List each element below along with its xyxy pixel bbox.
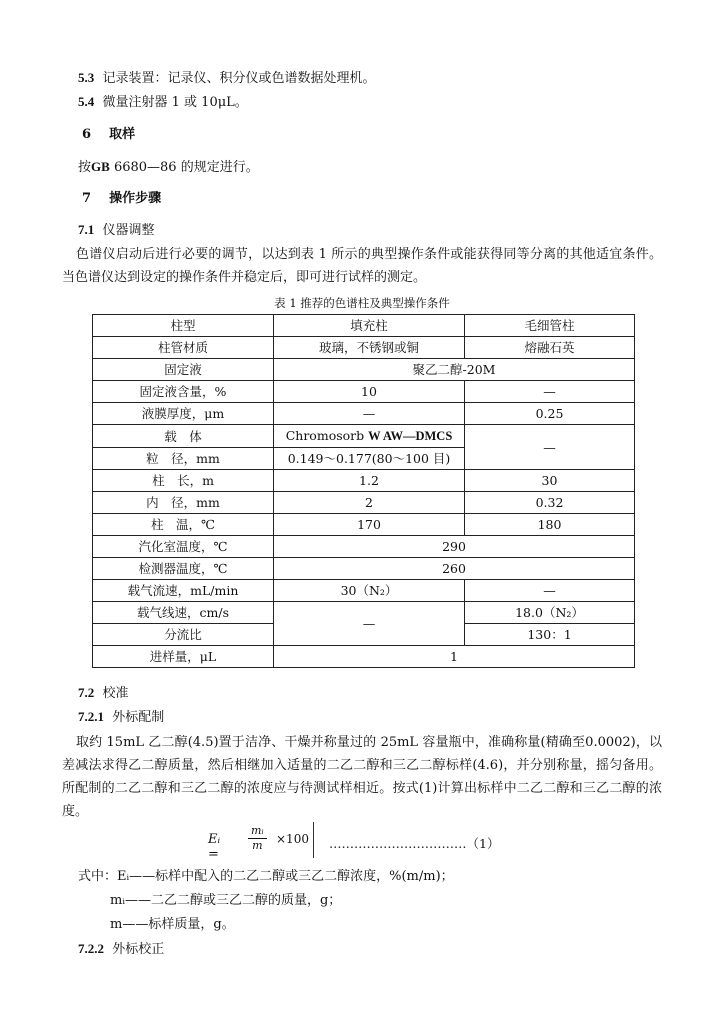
heading-title: 取样 [109,127,136,142]
section-number: 5.4 [78,94,95,109]
table-cell: — [274,403,465,425]
table-cell: — [465,381,635,403]
formula-multiplier: ×100 [276,832,309,846]
table-row [93,381,635,403]
table-row [93,425,635,448]
table-row [93,580,635,602]
formula-number: （1） [466,836,500,851]
section-text: 记录装置：记录仪、积分仪或色谱数据处理机。 [102,71,376,86]
heading-number: 7 [82,191,92,206]
support-grade: W AW—DMCS [368,429,453,443]
table-row [93,602,635,624]
table-cell: 熔融石英 [465,337,635,359]
table-cell: 液膜厚度，μm [93,403,274,425]
heading-title: 操作步骤 [109,191,162,206]
formula-numerator: mᵢ [248,824,267,839]
formula-divider [313,822,314,858]
table-cell: 粒 径，mm [93,448,274,470]
section-7-1 [78,221,155,240]
table-cell: 分流比 [93,624,274,646]
table-cell: 柱 温，℃ [93,514,274,536]
table-cell: 进样量，μL [93,646,274,668]
heading-7 [82,190,161,208]
leader-dots: …………………………… [329,836,467,851]
section-title: 校准 [102,686,129,701]
formula-denominator: m [252,839,263,852]
table-cell: — [465,425,635,470]
table-cell: 汽化室温度，℃ [93,536,274,558]
table-row [93,337,635,359]
table-cell: 2 [274,492,465,514]
table-row [93,470,635,492]
table-cell: 260 [274,558,635,580]
table-row [93,514,635,536]
section-5-4 [78,93,248,112]
table-cell: 固定液 [93,359,274,381]
section-7-2-1 [78,708,164,727]
body-post: 6680—86 的规定进行。 [109,160,259,175]
table-cell: 载 体 [93,425,274,448]
section-number: 7.2 [78,685,95,700]
table-row [93,359,635,381]
table-cell: 柱 长，m [93,470,274,492]
section-7-2 [78,684,129,703]
table-cell: 柱管材质 [93,337,274,359]
table-cell: 内 径，mm [93,492,274,514]
table-cell: 290 [274,536,635,558]
body-pre: 按 [78,160,92,175]
table-cell: 180 [465,514,635,536]
where-line-2: mᵢ——二乙二醇或三乙二醇的质量，g； [110,893,342,908]
table-cell: 毛细管柱 [465,315,635,337]
table-cell: 载气流速，mL/min [93,580,274,602]
table-cell: 30 [465,470,635,492]
formula-leader [329,834,499,852]
where-line-1: 式中：Eᵢ——标样中配入的二乙二醇或三乙二醇浓度，%(m/m)； [78,869,454,884]
table-row [93,536,635,558]
table-cell: 柱型 [93,315,274,337]
section-title: 外标配制 [112,710,165,725]
table-cell: 填充柱 [274,315,465,337]
section-6-body [78,158,259,177]
table-cell: — [465,580,635,602]
table-cell: 1 [274,646,635,668]
section-7-1-body: 色谱仪启动后进行必要的调节，以达到表 1 所示的典型操作条件或能获得同等分离的其他适宜条件。当色谱仪达到设定的操作条件并稳定后，即可进行试样的测定。 [62,247,662,285]
table-cell: 10 [274,381,465,403]
section-title: 外标校正 [112,942,165,957]
section-7-2-1-body: 取约 15mL 乙二醇(4.5)置于洁净、干燥并称量过的 25mL 容量瓶中，准确称量(精确至0.0002)，以差减法求得乙二醇质量，然后相继加入适量的二乙二醇和三乙二醇标样(4.6)，并分别称量，摇匀备用。所配制的二乙二醇和三乙二醇的浓度应与待测试样相近。按式(1)计算出标样中二乙二醇和三乙二醇的浓度。 [62,735,662,819]
table-cell: 18.0（N₂） [465,602,635,624]
table-cell: 0.32 [465,492,635,514]
formula-lhs: Eᵢ = [208,832,221,862]
table-row [93,492,635,514]
section-5-3 [78,69,376,88]
section-number: 7.2.1 [78,709,104,724]
table-row [93,646,635,668]
section-7-2-2 [78,940,164,959]
section-number: 5.3 [78,70,95,85]
conditions-table [92,314,635,668]
where-line-3: m——标样质量，g。 [110,917,235,932]
table-cell: 聚乙二醇-20M [274,359,635,381]
section-title: 仪器调整 [102,223,155,238]
standard-code: GB [91,159,110,174]
table-cell: — [274,602,465,646]
table-row [93,315,635,337]
section-number: 7.1 [78,222,95,237]
table-cell: 载气线速，cm/s [93,602,274,624]
table-cell: 检测器温度，℃ [93,558,274,580]
table-cell: 130：1 [465,624,635,646]
table-cell: 玻璃，不锈钢或铜 [274,337,465,359]
table-row [93,558,635,580]
table-cell [274,425,465,448]
table-cell: 30（N₂） [274,580,465,602]
section-text: 微量注射器 1 或 10μL。 [102,95,248,110]
heading-number: 6 [82,127,92,142]
table-cell: 1.2 [274,470,465,492]
table-caption: 表 1 推荐的色谱柱及典型操作条件 [274,296,450,310]
heading-6 [82,126,135,144]
section-number: 7.2.2 [78,941,104,956]
table-cell: 0.149～0.177(80～100 目) [274,448,465,470]
support-name: Chromosorb [285,428,365,443]
table-row [93,403,635,425]
table-cell: 170 [274,514,465,536]
table-cell: 固定液含量，% [93,381,274,403]
table-cell: 0.25 [465,403,635,425]
formula-fraction [248,824,267,853]
